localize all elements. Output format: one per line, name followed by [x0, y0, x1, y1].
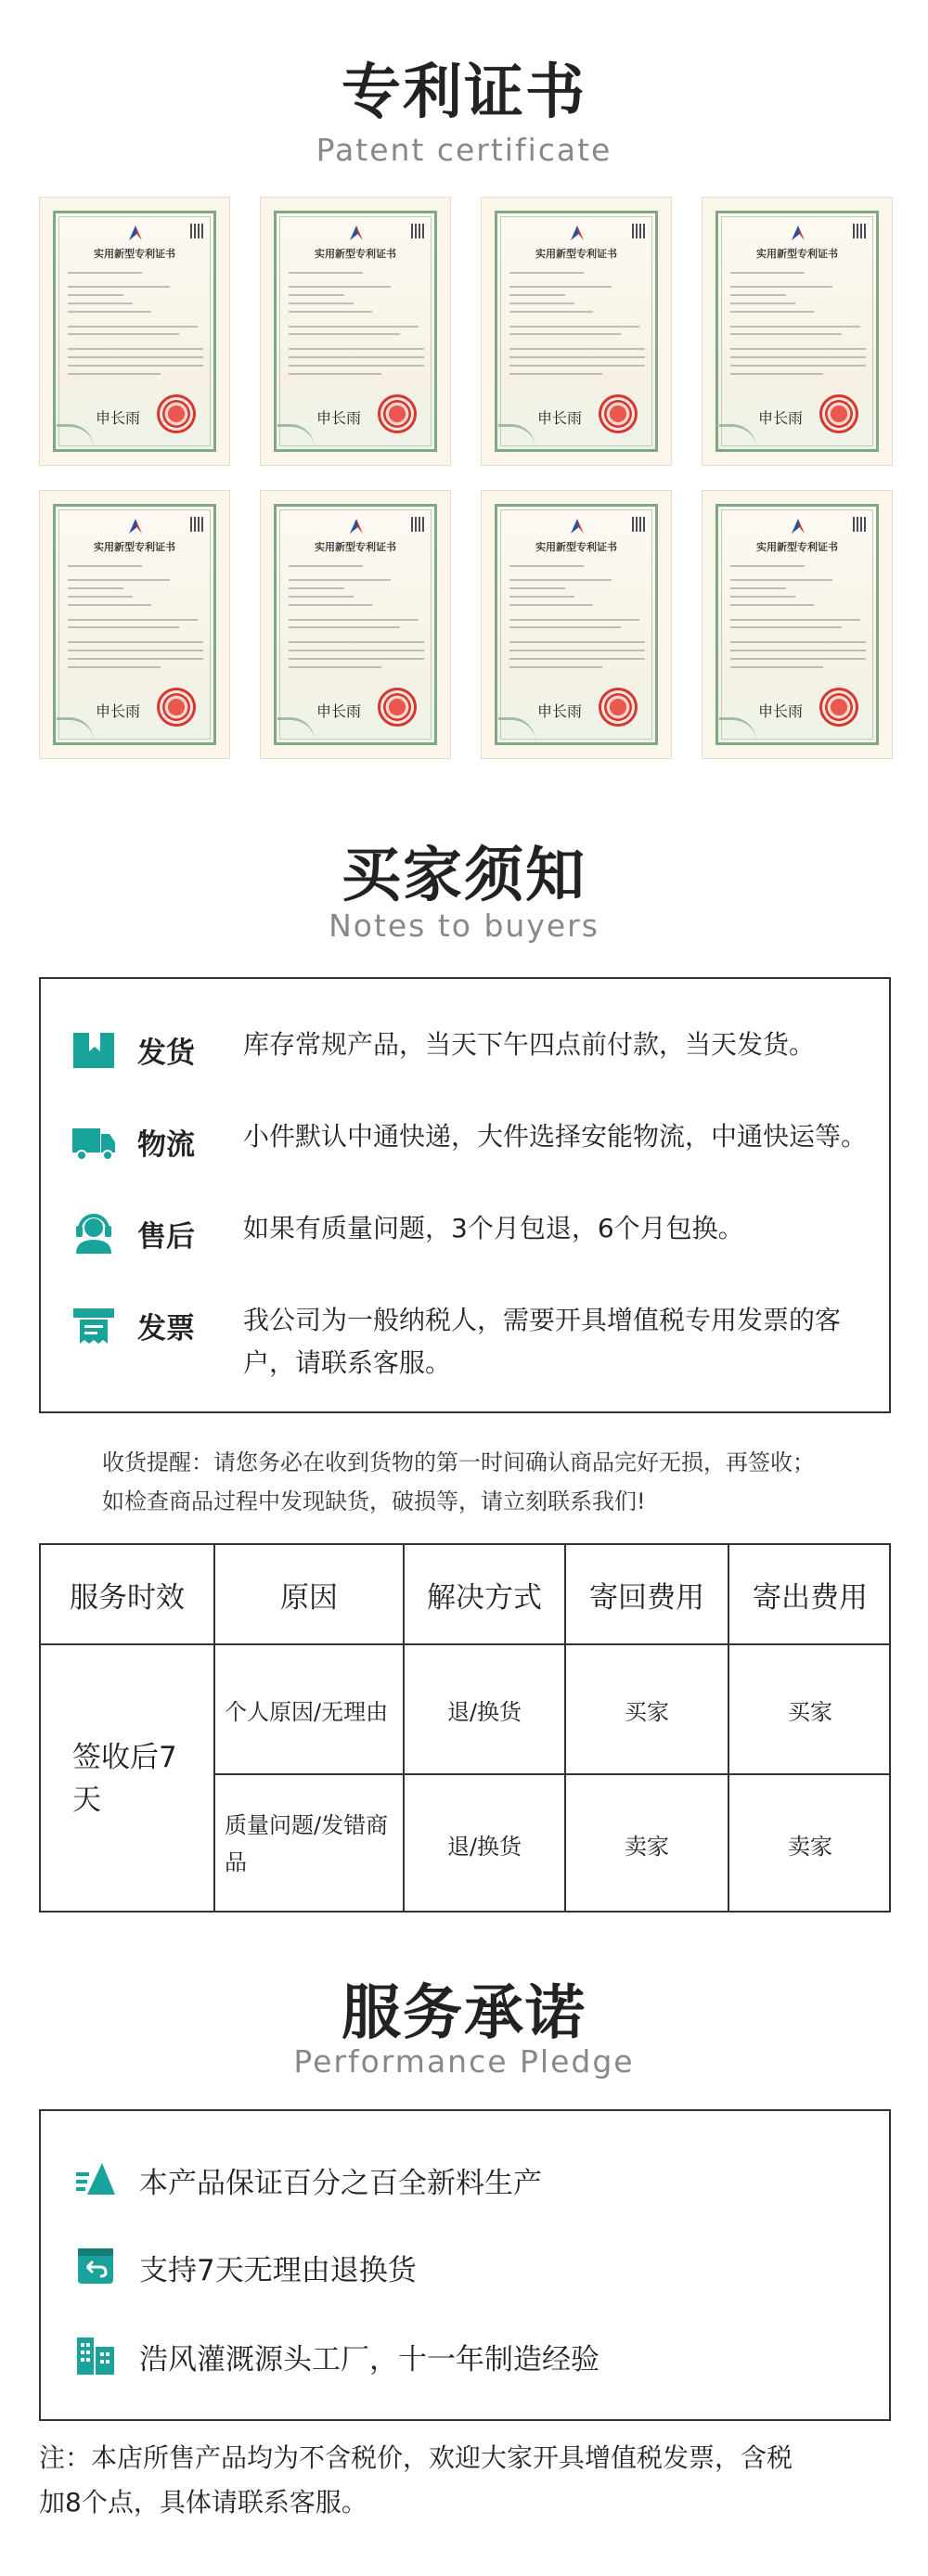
- note-label: 发货: [137, 1037, 195, 1070]
- table-cell-solution: 退/换货: [405, 1645, 566, 1775]
- note-text: 如果有质量问题，3个月包退，6个月包换。: [243, 1213, 744, 1243]
- note-logistics: [41, 1101, 889, 1184]
- signature: 申长雨: [758, 702, 804, 720]
- certificate-title: 实用新型专利证书: [315, 248, 396, 260]
- pledge-text: 支持7天无理由退换货: [139, 2254, 417, 2287]
- table-header: 原因: [215, 1545, 405, 1645]
- receipt-reminder: 收货提醒：请您务必在收到货物的第一时间确认商品完好无损，再签收；如检查商品过程中发现缺货，破损等，请立刻联系我们!: [102, 1449, 815, 1514]
- truck-icon: [71, 1119, 117, 1166]
- qr-code-icon: [411, 517, 426, 532]
- signature: 申长雨: [316, 409, 362, 427]
- invoice-icon: [71, 1303, 117, 1349]
- official-seal-icon: [157, 688, 196, 727]
- table-header: 服务时效: [41, 1545, 215, 1645]
- patent-certificate-image: [481, 490, 672, 759]
- patent-emblem-icon: [125, 517, 146, 535]
- qr-code-icon: [190, 224, 205, 238]
- patent-certificate-image: [260, 490, 451, 759]
- certificate-title: 实用新型专利证书: [94, 248, 175, 260]
- patent-certificate-image: [702, 197, 893, 466]
- certificate-title: 实用新型专利证书: [535, 541, 617, 553]
- table-cell-reason: 质量问题/发错商品: [215, 1775, 405, 1913]
- certificate-title: 实用新型专利证书: [94, 541, 175, 553]
- patent-certificate-image: [481, 197, 672, 466]
- qr-code-icon: [632, 224, 647, 238]
- pledge-text: 浩风灌溉源头工厂，十一年制造经验: [139, 2343, 599, 2376]
- certificate-title: 实用新型专利证书: [315, 541, 396, 553]
- notes-box: [39, 977, 891, 1413]
- table-cell-send-fee: 卖家: [788, 1833, 832, 1860]
- note-invoice: [41, 1284, 889, 1378]
- note-text: 小件默认中通快递，大件选择安能物流，中通快运等。: [243, 1121, 868, 1152]
- qr-code-icon: [853, 224, 868, 238]
- signature: 申长雨: [96, 409, 141, 427]
- table-header: 寄回费用: [566, 1545, 729, 1645]
- patent-title: 专利证书: [342, 58, 586, 127]
- tax-footnote: 注：本店所售产品均为不含税价，欢迎大家开具增值税发票，含税加8个点，具体请联系客服。: [39, 2442, 793, 2518]
- period-text: 签收后7天: [72, 1741, 177, 1817]
- service-table: [39, 1543, 891, 1913]
- table-period-cell: [41, 1645, 215, 1913]
- official-seal-icon: [378, 394, 417, 433]
- pledge-title: 服务承诺: [342, 1979, 586, 2048]
- pledge-box: [39, 2109, 891, 2421]
- notes-title: 买家须知: [342, 842, 586, 910]
- return-icon: [74, 2245, 117, 2287]
- qr-code-icon: [632, 517, 647, 532]
- signature: 申长雨: [316, 702, 362, 720]
- official-seal-icon: [599, 394, 638, 433]
- note-text: 库存常规产品，当天下午四点前付款，当天发货。: [243, 1029, 816, 1060]
- note-label: 物流: [137, 1128, 195, 1162]
- qr-code-icon: [411, 224, 426, 238]
- note-text: 我公司为一般纳税人，需要开具增值税专用发票的客户，请联系客服。: [243, 1305, 842, 1378]
- signature: 申长雨: [537, 702, 583, 720]
- official-seal-icon: [819, 394, 858, 433]
- triangle-lines-icon: [74, 2157, 117, 2200]
- patent-certificate-image: [39, 490, 230, 759]
- factory-icon: [74, 2334, 117, 2376]
- table-cell-return-fee: 买家: [566, 1645, 729, 1775]
- signature: 申长雨: [96, 702, 141, 720]
- table-header: 解决方式: [405, 1545, 566, 1645]
- patent-emblem-icon: [567, 517, 587, 535]
- official-seal-icon: [157, 394, 196, 433]
- signature: 申长雨: [537, 409, 583, 427]
- patent-subtitle: Patent certificate: [316, 132, 612, 168]
- patent-emblem-icon: [567, 224, 587, 242]
- qr-code-icon: [190, 517, 205, 532]
- certificate-title: 实用新型专利证书: [756, 248, 838, 260]
- official-seal-icon: [378, 688, 417, 727]
- pledge-item: [41, 2326, 889, 2382]
- pledge-item: [41, 2237, 889, 2293]
- table-cell-solution: 退/换货: [405, 1775, 566, 1913]
- table-header: 寄出费用: [729, 1545, 891, 1645]
- certificate-title: 实用新型专利证书: [535, 248, 617, 260]
- note-shipping: [41, 1009, 889, 1092]
- patent-certificate-image: [260, 197, 451, 466]
- official-seal-icon: [599, 688, 638, 727]
- certificate-grid: [39, 197, 895, 759]
- note-label: 售后: [137, 1220, 195, 1254]
- note-label: 发票: [137, 1312, 195, 1346]
- signature: 申长雨: [758, 409, 804, 427]
- patent-emblem-icon: [125, 224, 146, 242]
- headset-icon: [71, 1209, 117, 1256]
- official-seal-icon: [819, 688, 858, 727]
- pledge-text: 本产品保证百分之百全新料生产: [139, 2167, 542, 2200]
- qr-code-icon: [853, 517, 868, 532]
- patent-emblem-icon: [788, 224, 808, 242]
- note-aftersales: [41, 1192, 889, 1276]
- pledge-item: [41, 2150, 889, 2206]
- patent-certificate-image: [39, 197, 230, 466]
- patent-emblem-icon: [788, 517, 808, 535]
- notes-subtitle: Notes to buyers: [329, 908, 599, 944]
- patent-emblem-icon: [346, 517, 367, 535]
- pledge-subtitle: Performance Pledge: [293, 2043, 635, 2080]
- table-cell-return-fee: 卖家: [566, 1775, 729, 1913]
- bookmark-icon: [71, 1027, 117, 1074]
- table-cell-reason: 个人原因/无理由: [215, 1645, 405, 1775]
- table-cell-send-fee: 买家: [729, 1645, 891, 1775]
- patent-emblem-icon: [346, 224, 367, 242]
- patent-certificate-image: [702, 490, 893, 759]
- certificate-title: 实用新型专利证书: [756, 541, 838, 553]
